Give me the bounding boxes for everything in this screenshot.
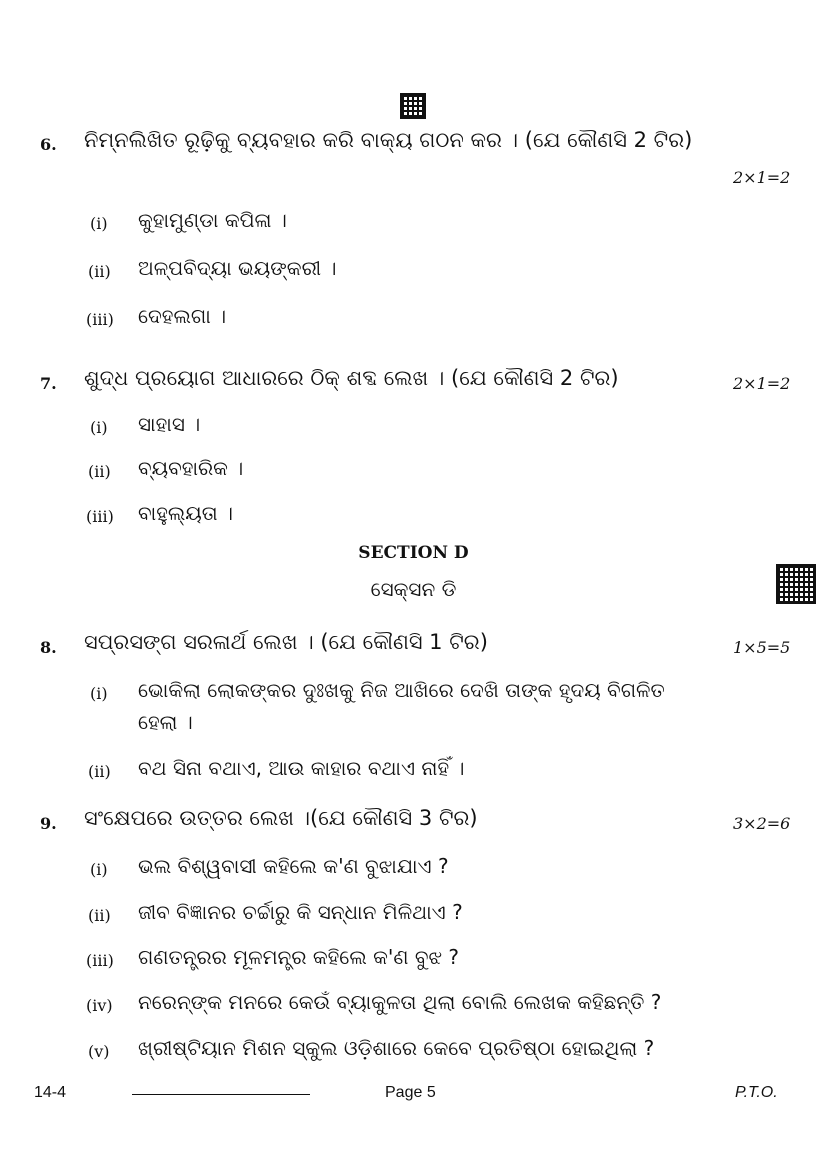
paper-code: 14-4 — [34, 1084, 67, 1101]
item-label: (ii) — [88, 762, 111, 781]
item-text: ନରେନ୍ଙ୍କ ମନରେ କେଉଁ ବ୍ୟାକୁଳତା ଥିଲା ବୋଲି ଲେଖକ କହିଛନ୍ତି ? — [138, 990, 662, 1014]
item-label: (v) — [88, 1042, 110, 1061]
item-text: ବଥ ସିନା ବଥାଏ, ଆଉ କାହାର ବଥାଏ ନାହିଁ । — [138, 756, 465, 780]
question-number: 6. — [40, 135, 57, 154]
item-label: (iv) — [86, 996, 113, 1015]
item-label: (i) — [90, 214, 108, 233]
marks: 2×1=2 — [733, 374, 791, 393]
item-text: ବ୍ୟବହାରିକ । — [138, 456, 244, 480]
marks: 2×1=2 — [733, 168, 791, 187]
item-label: (i) — [90, 418, 108, 437]
item-text: ଭଲ ବିଶ୍ୱବାସୀ କହିଲେ କ'ଣ ବୁଝାଯାଏ ? — [138, 854, 449, 878]
please-turn-over: P.T.O. — [735, 1084, 778, 1101]
item-text: ସାହାସ । — [138, 412, 201, 436]
item-label: (i) — [90, 684, 108, 703]
item-text: ଭୋକିଲା ଲୋକଙ୍କର ଦୁଃଖକୁ ନିଜ ଆଖିରେ ଦେଖି ତାଙ୍କ ହୃଦୟ ବିଗଳିତ — [138, 678, 665, 702]
question-text: ସପ୍ରସଙ୍ଗ ସରଳାର୍ଥ ଲେଖ । (ଯେ କୌଣସି 1 ଟିର) — [84, 630, 488, 654]
item-label: (ii) — [88, 262, 111, 281]
item-label: (iii) — [86, 507, 114, 526]
item-text: ଗଣତନ୍ତ୍ରର ମୂଳମନ୍ତ୍ର କହିଲେ କ'ଣ ବୁଝ ? — [138, 945, 460, 969]
question-number: 7. — [40, 374, 57, 393]
item-text: ଜୀବ ବିଜ୍ଞାନର ଚର୍ଚ୍ଚାରୁ କି ସନ୍ଧାନ ମିଳିଥାଏ ? — [138, 900, 463, 924]
item-label: (i) — [90, 860, 108, 879]
marks: 1×5=5 — [733, 638, 791, 657]
marks: 3×2=6 — [733, 814, 791, 833]
question-number: 8. — [40, 638, 57, 657]
item-label: (iii) — [86, 951, 114, 970]
item-text-continued: ହେଲା । — [138, 710, 193, 734]
question-text: ସଂକ୍ଷେପରେ ଉତ୍ତର ଲେଖ ।(ଯେ କୌଣସି 3 ଟିର) — [84, 806, 478, 830]
item-text: ଦେହଲଗା । — [138, 304, 227, 328]
page-number: Page 5 — [385, 1084, 436, 1101]
question-text: ନିମ୍ନଲିଖିତ ରୂଢ଼ିକୁ ବ୍ୟବହାର କରି ବାକ୍ୟ ଗଠନ କର । (ଯେ କୌଣସି 2 ଟିର) — [84, 128, 693, 152]
qr-code-top — [400, 93, 426, 119]
footer-rule — [132, 1094, 310, 1095]
question-number: 9. — [40, 814, 57, 833]
item-text: ଖ୍ରୀଷ୍ଟିୟାନ ମିଶନ ସ୍କୁଲ ଓଡ଼ିଶାରେ କେବେ ପ୍ରତିଷ୍ଠା ହୋଇଥିଲା ? — [138, 1036, 655, 1060]
item-label: (ii) — [88, 462, 111, 481]
item-text: କୁହାମୁଣ୍ଡା କପିଳା । — [138, 208, 287, 232]
item-text: ଅଳ୍ପବିଦ୍ୟା ଭୟଙ୍କରୀ । — [138, 256, 337, 280]
item-label: (iii) — [86, 310, 114, 329]
question-text: ଶୁଦ୍ଧ ପ୍ରୟୋଗ ଆଧାରରେ ଠିକ୍ ଶବ୍ଦ ଲେଖ । (ଯେ କୌଣସି 2 ଟିର) — [84, 366, 619, 390]
section-title-odia: ସେକ୍ସନ ଡି — [370, 577, 457, 601]
item-label: (ii) — [88, 906, 111, 925]
item-text: ବାହୁଲ୍ୟତା । — [138, 501, 234, 525]
section-title: SECTION D — [358, 543, 469, 563]
